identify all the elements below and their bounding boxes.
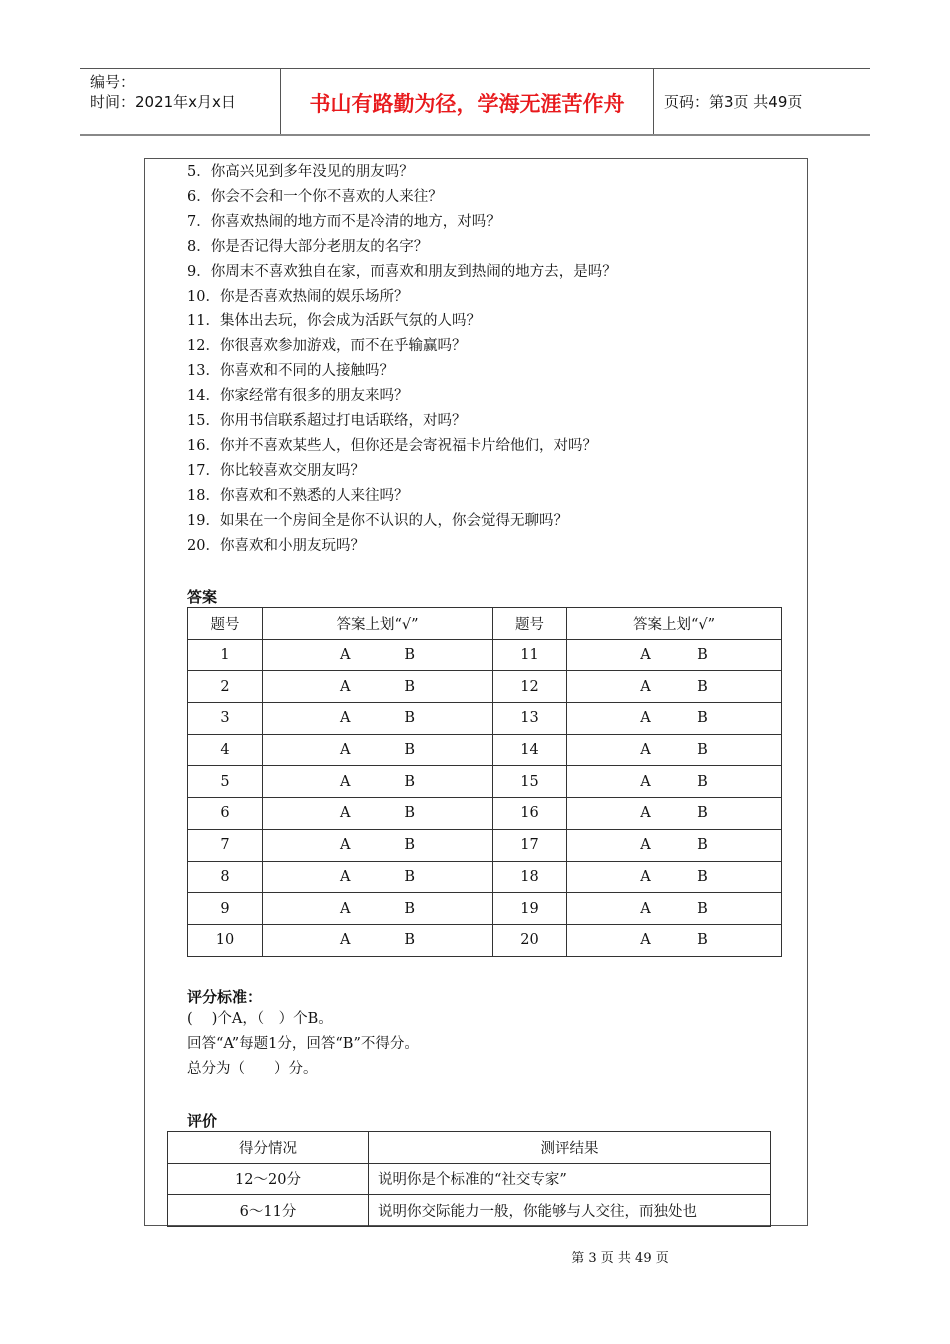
number-label: 编号：: [90, 73, 136, 91]
option-b[interactable]: B: [404, 710, 416, 727]
answer-options: [567, 671, 782, 703]
answer-options: [263, 671, 493, 703]
answer-options: [263, 861, 493, 893]
option-a[interactable]: A: [339, 837, 351, 854]
header-cell: 题号: [188, 608, 263, 640]
question-item: 13．你喜欢和不同的人接触吗？: [187, 363, 394, 380]
question-number: 2: [188, 671, 263, 703]
option-b[interactable]: B: [697, 742, 708, 759]
answer-options: [567, 798, 782, 830]
table-row: [188, 829, 782, 861]
answer-options: [263, 703, 493, 735]
option-a[interactable]: A: [640, 868, 651, 885]
question-number: 4: [188, 734, 263, 766]
time-label: 时间：2021年x月x日: [90, 93, 236, 111]
header-cell: 得分情况: [168, 1132, 369, 1164]
option-b[interactable]: B: [404, 678, 416, 695]
question-number: 6: [188, 798, 263, 830]
option-b[interactable]: B: [404, 868, 416, 885]
option-b[interactable]: B: [697, 647, 708, 664]
answer-options: [263, 924, 493, 956]
option-a[interactable]: A: [640, 773, 651, 790]
scoring-line: 回答“A”每题1分，回答“B”不得分。: [187, 1036, 419, 1052]
answer-options: [567, 861, 782, 893]
option-a[interactable]: A: [339, 742, 351, 759]
motto: 书山有路勤为径，学海无涯苦作舟: [281, 69, 654, 134]
table-row: [188, 893, 782, 925]
question-item: 14．你家经常有很多的朋友来吗？: [187, 388, 409, 405]
table-row: [188, 703, 782, 735]
table-row: [168, 1195, 771, 1227]
evaluation-table: [167, 1131, 771, 1227]
question-number: 16: [493, 798, 567, 830]
answer-options: [567, 893, 782, 925]
option-b[interactable]: B: [404, 773, 416, 790]
answer-table: [187, 607, 782, 957]
option-a[interactable]: A: [640, 647, 651, 664]
question-number: 10: [188, 924, 263, 956]
answer-options: [567, 924, 782, 956]
question-number: 15: [493, 766, 567, 798]
table-header-row: [188, 608, 782, 640]
option-a[interactable]: A: [339, 773, 351, 790]
question-number: 5: [188, 766, 263, 798]
option-b[interactable]: B: [697, 900, 708, 917]
table-row: [188, 861, 782, 893]
result-text: 说明你是个标准的“社交专家”: [369, 1163, 771, 1195]
option-b[interactable]: B: [404, 647, 416, 664]
option-b[interactable]: B: [404, 932, 416, 949]
score-range: 6～11分: [168, 1195, 369, 1227]
question-number: 11: [493, 639, 567, 671]
question-item: 12．你很喜欢参加游戏，而不在乎输赢吗？: [187, 338, 467, 355]
header-meta: [80, 69, 281, 134]
table-row: [168, 1163, 771, 1195]
option-a[interactable]: A: [339, 932, 351, 949]
page-footer: 第 3 页 共 49 页: [571, 1251, 669, 1266]
question-number: 17: [493, 829, 567, 861]
option-b[interactable]: B: [404, 837, 416, 854]
option-b[interactable]: B: [697, 710, 708, 727]
question-item: 10．你是否喜欢热闹的娱乐场所？: [187, 288, 409, 305]
answer-options: [567, 829, 782, 861]
question-item: 7．你喜欢热闹的地方而不是冷清的地方，对吗？: [187, 213, 501, 230]
question-number: 19: [493, 893, 567, 925]
score-range: 12～20分: [168, 1163, 369, 1195]
answer-options: [263, 798, 493, 830]
option-a[interactable]: A: [339, 678, 351, 695]
header-cell: 题号: [493, 608, 567, 640]
question-item: 17．你比较喜欢交朋友吗？: [187, 462, 365, 479]
option-b[interactable]: B: [404, 900, 416, 917]
question-item: 18．你喜欢和不熟悉的人来往吗？: [187, 487, 409, 504]
question-number: 9: [188, 893, 263, 925]
option-a[interactable]: A: [339, 868, 351, 885]
option-a[interactable]: A: [640, 710, 651, 727]
answer-options: [263, 829, 493, 861]
option-a[interactable]: A: [339, 805, 351, 822]
option-b[interactable]: B: [697, 932, 708, 949]
scoring-title: 评分标准：: [187, 988, 263, 1006]
table-row: [188, 671, 782, 703]
question-item: 16．你并不喜欢某些人，但你还是会寄祝福卡片给他们，对吗？: [187, 437, 597, 454]
option-a[interactable]: A: [640, 837, 651, 854]
answer-options: [567, 734, 782, 766]
option-a[interactable]: A: [339, 647, 351, 664]
header-cell: 测评结果: [369, 1132, 771, 1164]
option-a[interactable]: A: [640, 742, 651, 759]
question-number: 8: [188, 861, 263, 893]
result-text: 说明你交际能力一般，你能够与人交往，而独处也: [369, 1195, 771, 1227]
question-number: 1: [188, 639, 263, 671]
answers-title: 答案: [187, 588, 218, 606]
option-b[interactable]: B: [697, 773, 708, 790]
question-item: 15．你用书信联系超过打电话联络，对吗？: [187, 413, 467, 429]
table-row: [188, 734, 782, 766]
table-row: [188, 766, 782, 798]
option-b[interactable]: B: [697, 837, 708, 854]
answer-options: [263, 734, 493, 766]
table-row: [188, 924, 782, 956]
question-item: 11．集体出去玩，你会成为活跃气氛的人吗？: [187, 313, 481, 330]
table-row: [188, 798, 782, 830]
option-a[interactable]: A: [640, 678, 651, 695]
question-number: 3: [188, 703, 263, 735]
question-number: 7: [188, 829, 263, 861]
option-a[interactable]: A: [640, 805, 651, 822]
option-b[interactable]: B: [697, 868, 708, 885]
page-info: 页码：第3页 共49页: [664, 93, 803, 111]
answer-options: [263, 639, 493, 671]
option-b[interactable]: B: [404, 742, 416, 759]
answer-options: [567, 703, 782, 735]
question-number: 14: [493, 734, 567, 766]
answer-options: [263, 893, 493, 925]
question-number: 18: [493, 861, 567, 893]
option-a[interactable]: A: [339, 710, 351, 727]
option-b[interactable]: B: [697, 678, 708, 695]
question-number: 13: [493, 703, 567, 735]
option-b[interactable]: B: [404, 805, 416, 822]
option-a[interactable]: A: [339, 900, 351, 917]
header-cell: 答案上划“√”: [567, 608, 782, 640]
question-number: 20: [493, 924, 567, 956]
answer-options: [263, 766, 493, 798]
option-a[interactable]: A: [640, 932, 651, 949]
question-item: 20．你喜欢和小朋友玩吗？: [187, 537, 365, 554]
question-item: 9．你周末不喜欢独自在家，而喜欢和朋友到热闹的地方去，是吗？: [187, 263, 617, 280]
page-header: [80, 68, 870, 136]
scoring-line: 总分为（ ）分。: [187, 1061, 318, 1077]
question-item: 19．如果在一个房间全是你不认识的人，你会觉得无聊吗？: [187, 512, 568, 529]
answer-options: [567, 639, 782, 671]
table-row: [188, 639, 782, 671]
option-a[interactable]: A: [640, 900, 651, 917]
scoring-line: ( )个A，（ ）个B。: [187, 1011, 333, 1027]
question-item: 5．你高兴见到多年没见的朋友吗？: [187, 164, 414, 180]
question-number: 12: [493, 671, 567, 703]
question-item: 8．你是否记得大部分老朋友的名字？: [187, 238, 429, 255]
table-header-row: [168, 1132, 771, 1164]
header-cell: 答案上划“√”: [263, 608, 493, 640]
answer-options: [567, 766, 782, 798]
option-b[interactable]: B: [697, 805, 708, 822]
question-item: 6．你会不会和一个你不喜欢的人来往？: [187, 188, 443, 205]
evaluation-title: 评价: [187, 1112, 218, 1130]
